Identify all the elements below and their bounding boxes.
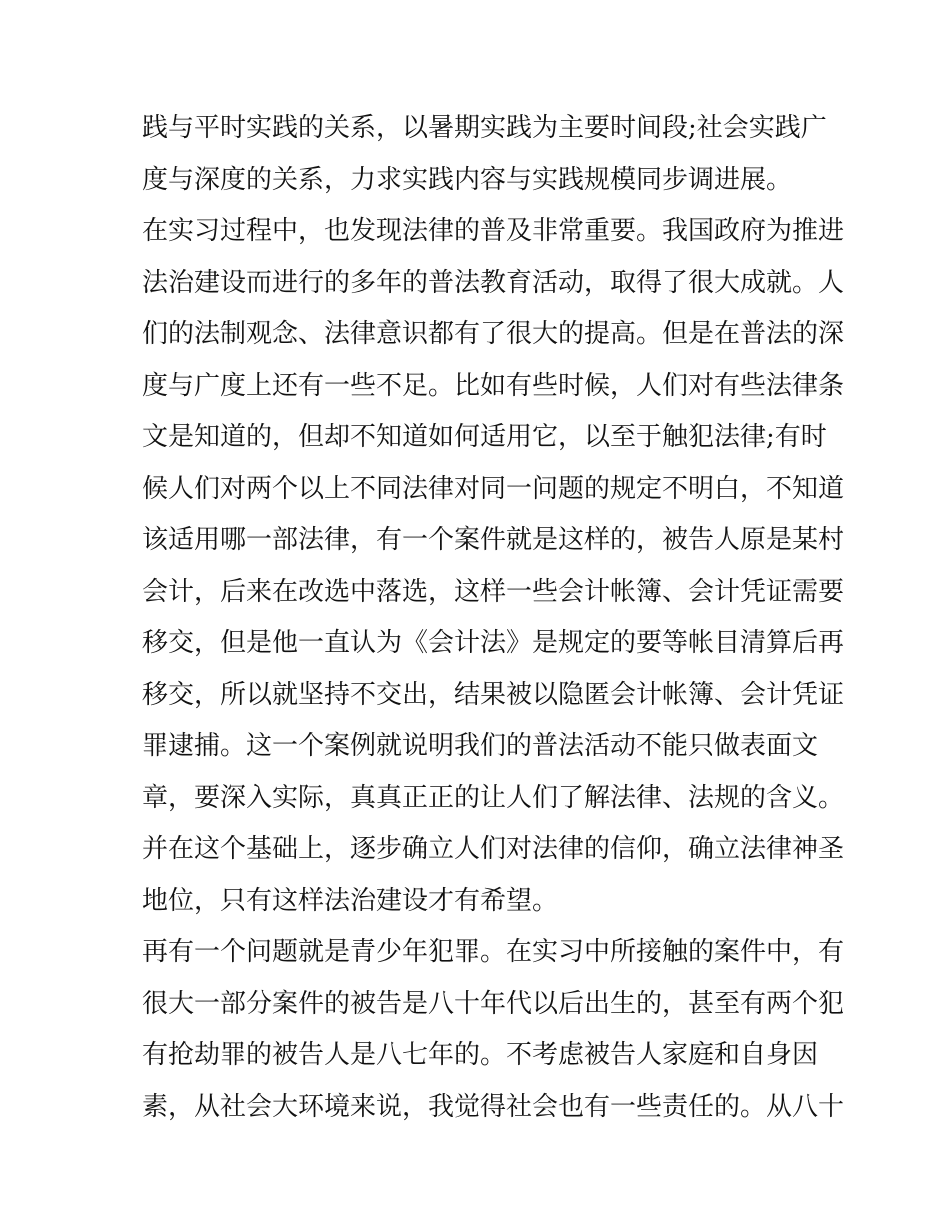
text-line: 很大一部分案件的被告是八十年代以后出生的，甚至有两个犯 — [142, 989, 845, 1019]
text-line: 该适用哪一部法律，有一个案件就是这样的，被告人原是某村 — [142, 525, 845, 555]
text-line: 移交，但是他一直认为《会计法》是规定的要等帐目清算后再 — [142, 628, 845, 658]
text-line: 罪逮捕。这一个案例就说明我们的普法活动不能只做表面文 — [142, 731, 819, 761]
text-line: 度与深度的关系，力求实践内容与实践规模同步调进展。 — [142, 165, 793, 195]
text-line: 文是知道的，但却不知道如何适用它，以至于触犯法律;有时 — [142, 422, 827, 452]
text-line: 候人们对两个以上不同法律对同一问题的规定不明白，不知道 — [142, 474, 845, 504]
text-line: 有抢劫罪的被告人是八七年的。不考虑被告人家庭和自身因 — [142, 1040, 819, 1070]
text-line: 度与广度上还有一些不足。比如有些时候，人们对有些法律条 — [142, 371, 845, 401]
text-line: 在实习过程中，也发现法律的普及非常重要。我国政府为推进 — [142, 216, 845, 246]
text-line: 会计，后来在改选中落选，这样一些会计帐簿、会计凭证需要 — [142, 577, 845, 607]
text-line: 章，要深入实际，真真正正的让人们了解法律、法规的含义。 — [142, 783, 845, 813]
text-line: 素，从社会大环境来说，我觉得社会也有一些责任的。从八十 — [142, 1092, 845, 1122]
text-line: 并在这个基础上，逐步确立人们对法律的信仰，确立法律神圣 — [142, 834, 845, 864]
text-line: 地位，只有这样法治建设才有希望。 — [142, 886, 559, 916]
text-line: 们的法制观念、法律意识都有了很大的提高。但是在普法的深 — [142, 319, 845, 349]
text-line: 法治建设而进行的多年的普法教育活动，取得了很大成就。人 — [142, 268, 845, 298]
text-line: 再有一个问题就是青少年犯罪。在实习中所接触的案件中，有 — [142, 937, 845, 967]
text-line: 践与平时实践的关系，以暑期实践为主要时间段;社会实践广 — [142, 113, 827, 143]
text-line: 移交，所以就坚持不交出，结果被以隐匿会计帐簿、会计凭证 — [142, 680, 845, 710]
